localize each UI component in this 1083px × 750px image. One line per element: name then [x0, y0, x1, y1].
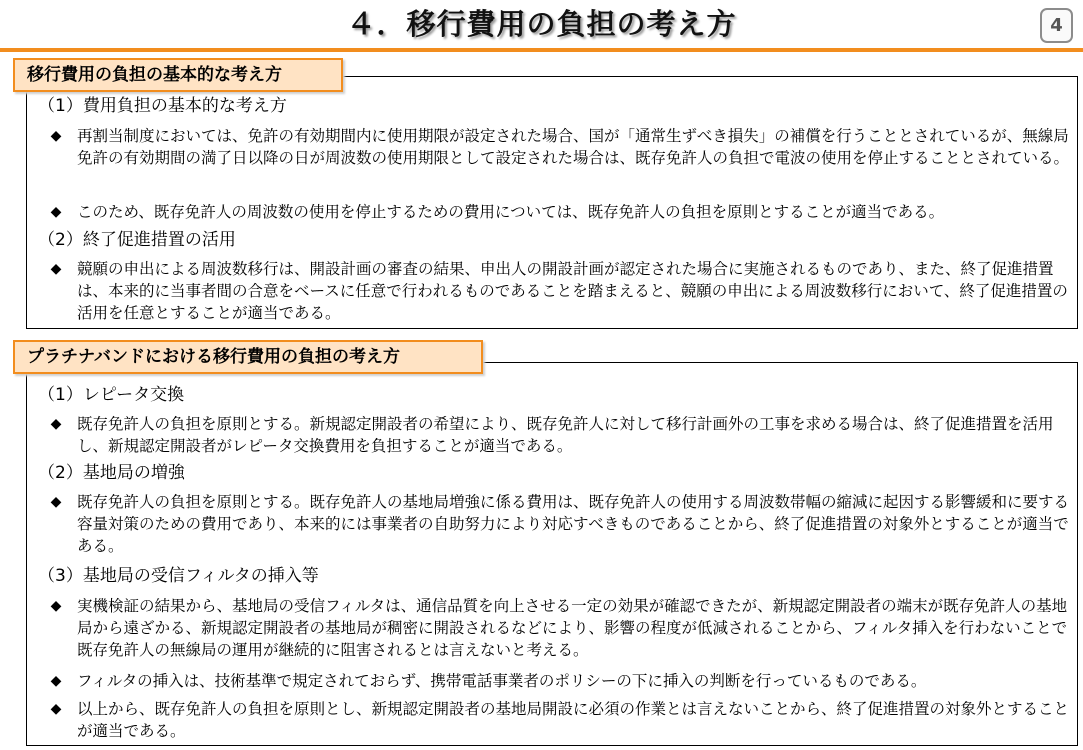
section-header-platinum: プラチナバンドにおける移行費用の負担の考え方 [13, 340, 483, 374]
section-basic-approach [26, 76, 1078, 329]
diamond-bullet-icon: ◆ [50, 494, 62, 510]
diamond-bullet-icon: ◆ [50, 598, 62, 614]
diamond-bullet-icon: ◆ [50, 701, 62, 717]
page-number-badge: 4 [1040, 8, 1073, 43]
subheading-termination-measures: （2）終了促進措置の活用 [38, 230, 236, 250]
bullet-item [47, 413, 1073, 457]
diamond-bullet-icon: ◆ [50, 416, 62, 432]
bullet-item [47, 491, 1073, 557]
section-header-basic: 移行費用の負担の基本的な考え方 [13, 58, 343, 92]
bullet-text: 以上から、既存免許人の負担を原則とし、新規認定開設者の基地局開設に必須の作業とは言えないことから、終了促進措置の対象外とすることが適当である。 [77, 700, 1070, 740]
bullet-item [47, 670, 1073, 692]
page-title: ４．移行費用の負担の考え方 [346, 7, 737, 41]
bullet-text: 再割当制度においては、免許の有効期間内に使用期限が設定された場合、国が「通常生ずべき損失」の補償を行うこととされているが、無線局免許の有効期間の満了日以降の日が周波数の使用期限として設定された場合は、既存免許人の負担で電波の使用を停止することとされている。 [77, 127, 1070, 167]
diamond-bullet-icon: ◆ [50, 128, 62, 144]
subheading-cost-burden: （1）費用負担の基本的な考え方 [38, 96, 287, 116]
bullet-item [47, 595, 1073, 661]
diamond-bullet-icon: ◆ [50, 261, 62, 277]
bullet-item [47, 698, 1073, 742]
diamond-bullet-icon: ◆ [50, 204, 62, 220]
bullet-text: フィルタの挿入は、技術基準で規定されておらず、携帯電話事業者のポリシーの下に挿入の判断を行っているものである。 [77, 672, 927, 690]
bullet-text: 競願の申出による周波数移行は、開設計画の審査の結果、申出人の開設計画が認定された場合に実施されるものであり、また、終了促進措置は、本来的に当事者間の合意をベースに任意で行われるものであることを踏まえると、競願の申出による周波数移行において、終了促進措置の活用を任意とすることが適当である。 [77, 260, 1068, 322]
bullet-text: 既存免許人の負担を原則とする。新規認定開設者の希望により、既存免許人に対して移行計画外の工事を求める場合は、終了促進措置を活用し、新規認定開設者がレピータ交換費用を負担することが適当である。 [77, 415, 1054, 455]
bullet-item [47, 258, 1073, 324]
bullet-text: このため、既存免許人の周波数の使用を停止するための費用については、既存免許人の負担を原則とすることが適当である。 [77, 203, 945, 221]
bullet-text: 既存免許人の負担を原則とする。既存免許人の基地局増強に係る費用は、既存免許人の使用する周波数帯幅の縮減に起因する影響緩和に要する容量対策のための費用であり、本来的には事業者の自助努力により対応すべきものであることから、終了促進措置の対象外とすることが適当である。 [77, 493, 1070, 555]
bullet-item [47, 125, 1073, 169]
subheading-receive-filter: （3）基地局の受信フィルタの挿入等 [38, 566, 319, 586]
title-rule [0, 48, 1083, 52]
subheading-repeater-exchange: （1）レピータ交換 [38, 385, 185, 405]
bullet-item [47, 201, 1073, 223]
subheading-base-station-enhancement: （2）基地局の増強 [38, 463, 185, 483]
section-platinum-band [26, 362, 1078, 746]
diamond-bullet-icon: ◆ [50, 673, 62, 689]
bullet-text: 実機検証の結果から、基地局の受信フィルタは、通信品質を向上させる一定の効果が確認できたが、新規認定開設者の端末が既存免許人の基地局から遠ざかる、新規認定開設者の基地局が稠密に開設されるなどにより、影響の程度が低減されることから、フィルタ挿入を行わないことで既存免許人の無線局の運用が継続的に阻害されるとは言えないと考える。 [77, 597, 1068, 659]
